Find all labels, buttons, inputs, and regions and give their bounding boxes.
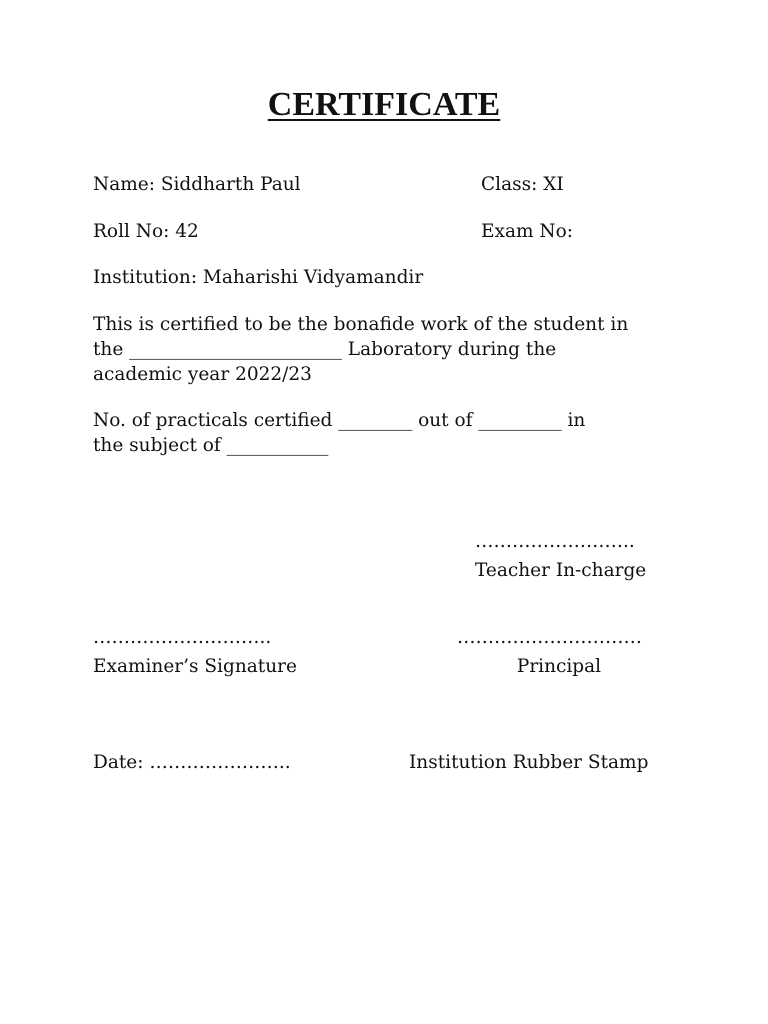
student-name: Name: Siddharth Paul (93, 174, 301, 195)
institution-name: Institution: Maharishi Vidyamandir (93, 267, 424, 288)
date-line: Date: ………………….. (93, 752, 291, 773)
rubber-stamp-label: Institution Rubber Stamp (409, 752, 649, 773)
examiner-signature-line: ……………………….. (93, 627, 272, 648)
examiner-signature-label: Examiner’s Signature (93, 656, 297, 677)
student-class: Class: XI (481, 174, 564, 195)
practicals-text-line-1: No. of practicals certified ________ out of _________ in (93, 410, 586, 431)
certificate-title: CERTIFICATE (267, 86, 501, 123)
teacher-signature-line: …………………….. (475, 531, 635, 552)
teacher-in-charge-label: Teacher In-charge (475, 560, 647, 581)
bonafide-text-line-1: This is certified to be the bonafide work of the student in (93, 314, 629, 335)
principal-signature-line: ………………………… (457, 627, 642, 648)
principal-label: Principal (516, 656, 602, 677)
exam-number: Exam No: (481, 221, 573, 242)
roll-number: Roll No: 42 (93, 221, 199, 242)
bonafide-text-line-3: academic year 2022/23 (93, 364, 312, 385)
practicals-text-line-2: the subject of ___________ (93, 435, 329, 456)
bonafide-text-line-2: the _______________________ Laboratory during the (93, 339, 557, 360)
